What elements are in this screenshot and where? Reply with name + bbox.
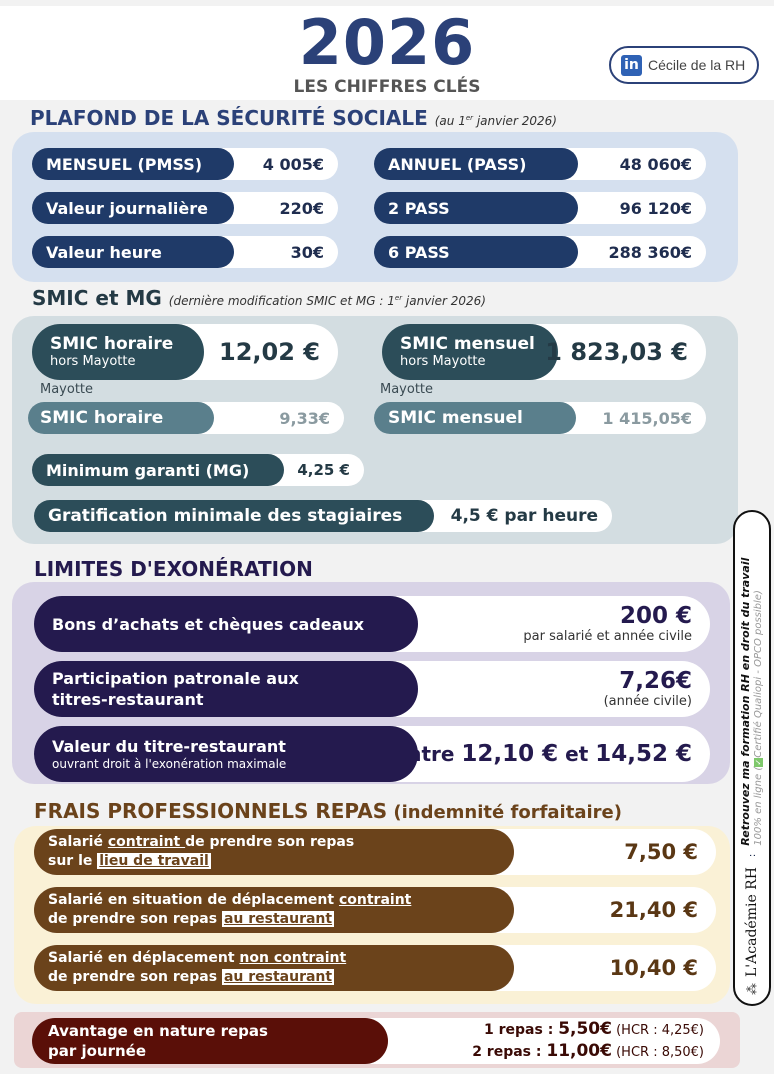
- section-note: (au 1er janvier 2026): [434, 114, 557, 128]
- dots-logo-icon: ⁂: [745, 983, 759, 995]
- frais-label: Salarié contraint de prendre son repas sur le lieu de travail: [34, 829, 514, 875]
- smic-mayotte-mensuel-label: SMIC mensuel: [374, 402, 576, 434]
- limites-label: Bons d’achats et chèques cadeaux: [34, 596, 418, 652]
- frais-row-deplacement-contraint: [34, 887, 716, 933]
- limites-row-bons-achats: [34, 596, 710, 652]
- badge-line1: Retrouvez ma formation RH en droit du travail: [739, 557, 752, 846]
- stagiaires-row: [34, 500, 612, 532]
- frais-row-non-contraint: [34, 945, 716, 991]
- limites-label: Participation patronale aux titres-restaurant: [34, 661, 418, 717]
- ss-label: ANNUEL (PASS): [374, 148, 578, 180]
- ss-label: 2 PASS: [374, 192, 578, 224]
- securite-sociale-panel: [12, 132, 738, 282]
- ss-label: 6 PASS: [374, 236, 578, 268]
- frais-label: Salarié en situation de déplacement contraint de prendre son repas au restaurant: [34, 887, 514, 933]
- limites-label: Valeur du titre-restaurant ouvrant droit à l'exonération maximale: [34, 726, 418, 782]
- mayotte-caption: Mayotte: [380, 382, 434, 397]
- frais-value: 7,50 €: [624, 840, 698, 864]
- smic-mayotte-mensuel-row: [374, 402, 706, 434]
- frais-row-lieu-travail: [34, 829, 716, 875]
- stagiaires-value: 4,5 € par heure: [450, 506, 598, 526]
- avantage-row: [32, 1018, 720, 1064]
- ss-value: 30€: [290, 242, 324, 262]
- smic-mensuel-row: [382, 324, 706, 380]
- smic-mensuel-value: 1 823,03 €: [545, 338, 688, 366]
- section-title-text: PLAFOND DE LA SÉCURITÉ SOCIALE: [30, 106, 428, 130]
- academie-brand: L'Académie RH: [744, 867, 760, 977]
- section-title-securite-sociale: [30, 106, 557, 133]
- limites-row-participation: [34, 661, 710, 717]
- smic-panel: [12, 316, 738, 544]
- ss-value: 220€: [279, 198, 324, 218]
- ss-row-2pass: [374, 192, 706, 224]
- smic-horaire-value: 12,02 €: [219, 338, 320, 366]
- author-name: Cécile de la RH: [648, 57, 746, 73]
- ss-row-heure: [32, 236, 338, 268]
- page-title-year: 2026: [298, 6, 476, 79]
- frais-value: 21,40 €: [609, 898, 698, 922]
- smic-horaire-row: [32, 324, 338, 380]
- frais-label: Salarié en déplacement non contraint de prendre son repas au restaurant: [34, 945, 514, 991]
- page-subtitle: LES CHIFFRES CLÉS: [293, 77, 481, 97]
- mayotte-caption: Mayotte: [40, 382, 94, 397]
- limites-value: 200 € par salarié et année civile: [523, 603, 692, 644]
- linkedin-author-badge[interactable]: [609, 46, 759, 84]
- section-note: (dernière modification SMIC et MG : 1er janvier 2026): [168, 294, 486, 308]
- avantage-label: Avantage en nature repas par journée: [32, 1018, 388, 1064]
- ss-label: MENSUEL (PMSS): [32, 148, 234, 180]
- mg-value: 4,25 €: [297, 461, 350, 479]
- check-icon: ✓: [754, 758, 763, 766]
- mg-row: [32, 454, 364, 486]
- section-title-text: SMIC et MG: [32, 286, 162, 310]
- section-title-frais: FRAIS PROFESSIONNELS REPAS (indemnité forfaitaire): [34, 799, 622, 823]
- smic-mayotte-horaire-label: SMIC horaire: [28, 402, 214, 434]
- smic-mayotte-mensuel-value: 1 415,05€: [602, 408, 692, 428]
- ss-row-6pass: [374, 236, 706, 268]
- ss-row-journaliere: [32, 192, 338, 224]
- mg-label: Minimum garanti (MG): [32, 454, 284, 486]
- smic-mayotte-horaire-row: [28, 402, 344, 434]
- smic-mensuel-label: SMIC mensuel hors Mayotte: [382, 324, 558, 380]
- ss-value: 48 060€: [619, 154, 692, 174]
- limites-value: Entre 12,10 € et 14,52 €: [393, 741, 692, 767]
- section-title-smic: [32, 286, 486, 313]
- section-title-limites: LIMITES D'EXONÉRATION: [34, 557, 313, 581]
- ss-row-pass: [374, 148, 706, 180]
- ss-value: 4 005€: [262, 154, 324, 174]
- smic-horaire-label: SMIC horaire hors Mayotte: [32, 324, 204, 380]
- smic-mayotte-horaire-value: 9,33€: [279, 408, 330, 428]
- limites-row-titre-restaurant: [34, 726, 710, 782]
- ss-value: 96 120€: [619, 198, 692, 218]
- ss-value: 288 360€: [608, 242, 692, 262]
- ss-row-pmss: [32, 148, 338, 180]
- ss-label: Valeur journalière: [32, 192, 234, 224]
- ss-label: Valeur heure: [32, 236, 234, 268]
- frais-value: 10,40 €: [609, 956, 698, 980]
- avantage-value: 1 repas : 5,50€ (HCR : 4,25€) 2 repas : 11,00€ (HCR : 8,50€): [472, 1019, 704, 1061]
- academie-rh-side-badge[interactable]: ⁂ L'Académie RH : Retrouvez ma formation RH en droit du travail 100% en ligne (✓Certifié Qualiopi - OPCO possible): [733, 510, 771, 1006]
- stagiaires-label: Gratification minimale des stagiaires: [34, 500, 434, 532]
- linkedin-icon: in: [621, 55, 642, 76]
- limites-value: 7,26€ (année civile): [603, 668, 692, 709]
- badge-line2: 100% en ligne (✓Certifié Qualiopi - OPCO possible): [753, 590, 764, 846]
